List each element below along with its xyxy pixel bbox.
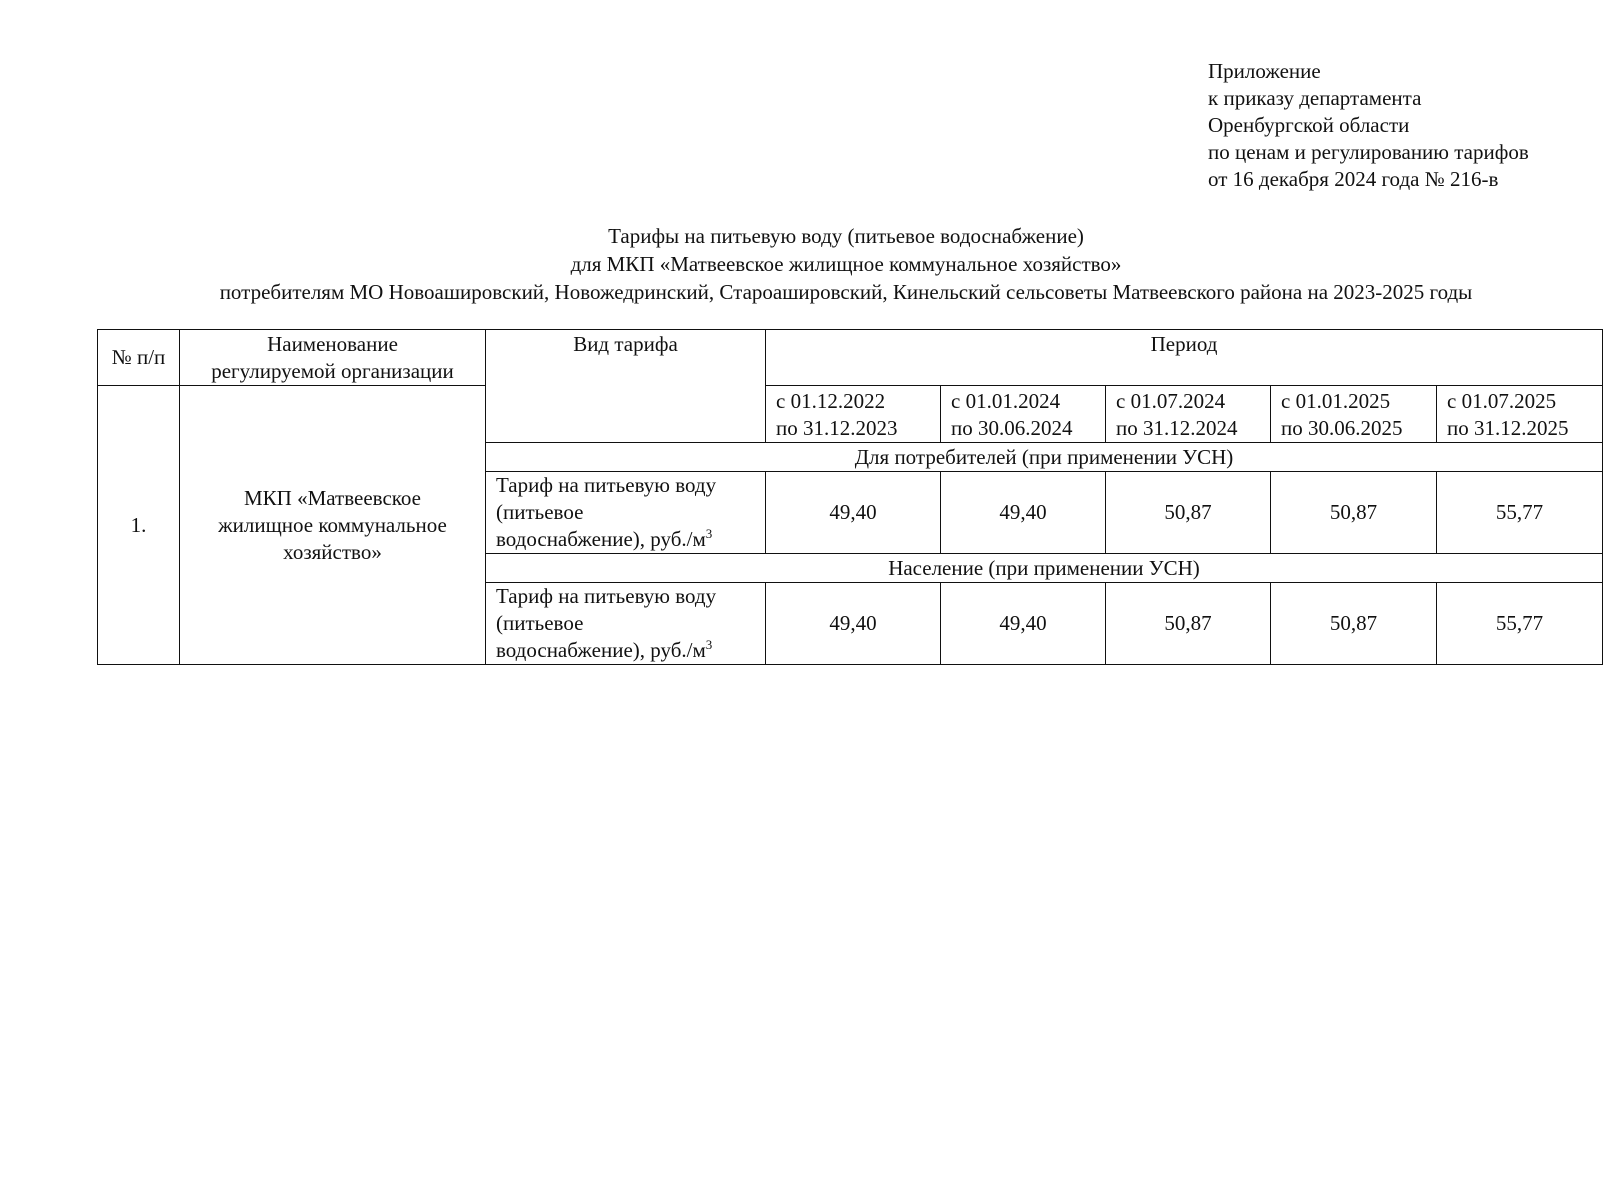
period-from: с 01.07.2025 xyxy=(1447,389,1557,413)
section-title: Для потребителей (при применении УСН) xyxy=(486,443,1603,472)
tariff-value: 49,40 xyxy=(941,472,1106,554)
tariff-unit-text: водоснабжение), руб./м xyxy=(496,638,706,662)
period-column-5 xyxy=(1437,386,1603,443)
appendix-line: от 16 декабря 2024 года № 216-в xyxy=(1208,167,1499,191)
header-period: Период xyxy=(766,330,1603,386)
tariff-unit-superscript: 3 xyxy=(705,526,713,541)
header-tariff-type: Вид тарифа xyxy=(486,330,766,443)
title-line: для МКП «Матвеевское жилищное коммунальное хозяйство» xyxy=(570,252,1122,276)
tariff-value: 49,40 xyxy=(766,583,941,665)
period-to: по 30.06.2025 xyxy=(1281,416,1403,440)
tariff-value: 50,87 xyxy=(1271,583,1437,665)
tariff-type-line: Тариф на питьевую воду xyxy=(496,473,717,497)
period-from: с 01.07.2024 xyxy=(1116,389,1226,413)
header-organization-line: Наименование xyxy=(267,332,398,356)
tariff-type-cell xyxy=(486,472,766,554)
section-title: Население (при применении УСН) xyxy=(486,554,1603,583)
period-to: по 30.06.2024 xyxy=(951,416,1073,440)
tariff-type-line xyxy=(496,637,765,664)
period-column-4 xyxy=(1271,386,1437,443)
tariff-table xyxy=(97,329,1603,665)
header-organization xyxy=(180,330,486,386)
organization-name xyxy=(180,386,486,665)
row-number: 1. xyxy=(98,386,180,665)
tariff-value: 49,40 xyxy=(766,472,941,554)
tariff-type-cell xyxy=(486,583,766,665)
document-title xyxy=(96,222,1596,306)
tariff-value: 50,87 xyxy=(1106,583,1271,665)
period-to: по 31.12.2025 xyxy=(1447,416,1569,440)
appendix-line: по ценам и регулированию тарифов xyxy=(1208,140,1529,164)
header-organization-line: регулируемой организации xyxy=(211,359,454,383)
period-column-3 xyxy=(1106,386,1271,443)
tariff-value: 49,40 xyxy=(941,583,1106,665)
organization-line: жилищное коммунальное xyxy=(218,512,447,537)
period-from: с 01.01.2024 xyxy=(951,389,1061,413)
period-column-2 xyxy=(941,386,1106,443)
tariff-type-line: (питьевое xyxy=(496,500,584,524)
period-from: с 01.01.2025 xyxy=(1281,389,1391,413)
tariff-value: 55,77 xyxy=(1437,472,1603,554)
header-row xyxy=(98,330,1603,386)
tariff-unit-text: водоснабжение), руб./м xyxy=(496,527,706,551)
tariff-unit-superscript: 3 xyxy=(705,637,713,652)
tariff-value: 55,77 xyxy=(1437,583,1603,665)
tariff-value: 50,87 xyxy=(1271,472,1437,554)
appendix-line: Приложение xyxy=(1208,59,1321,83)
period-to: по 31.12.2023 xyxy=(776,416,898,440)
appendix-line: к приказу департамента xyxy=(1208,86,1422,110)
period-column-1 xyxy=(766,386,941,443)
tariff-type-line xyxy=(496,526,765,553)
title-line: Тарифы на питьевую воду (питьевое водоснабжение) xyxy=(608,224,1084,248)
period-to: по 31.12.2024 xyxy=(1116,416,1238,440)
header-number: № п/п xyxy=(98,330,180,386)
tariff-type-line: Тариф на питьевую воду xyxy=(496,584,717,608)
appendix-block xyxy=(1208,58,1529,193)
organization-line: МКП «Матвеевское xyxy=(244,485,421,510)
tariff-type-line: (питьевое xyxy=(496,611,584,635)
period-from: с 01.12.2022 xyxy=(776,389,886,413)
organization-line: хозяйство» xyxy=(283,539,382,564)
period-row xyxy=(98,386,1603,443)
title-line: потребителям МО Новоашировский, Новожедринский, Староашировский, Кинельский сельсоветы Матвеевского района на 2023-2025 годы xyxy=(219,280,1473,304)
appendix-line: Оренбургской области xyxy=(1208,113,1410,137)
tariff-value: 50,87 xyxy=(1106,472,1271,554)
